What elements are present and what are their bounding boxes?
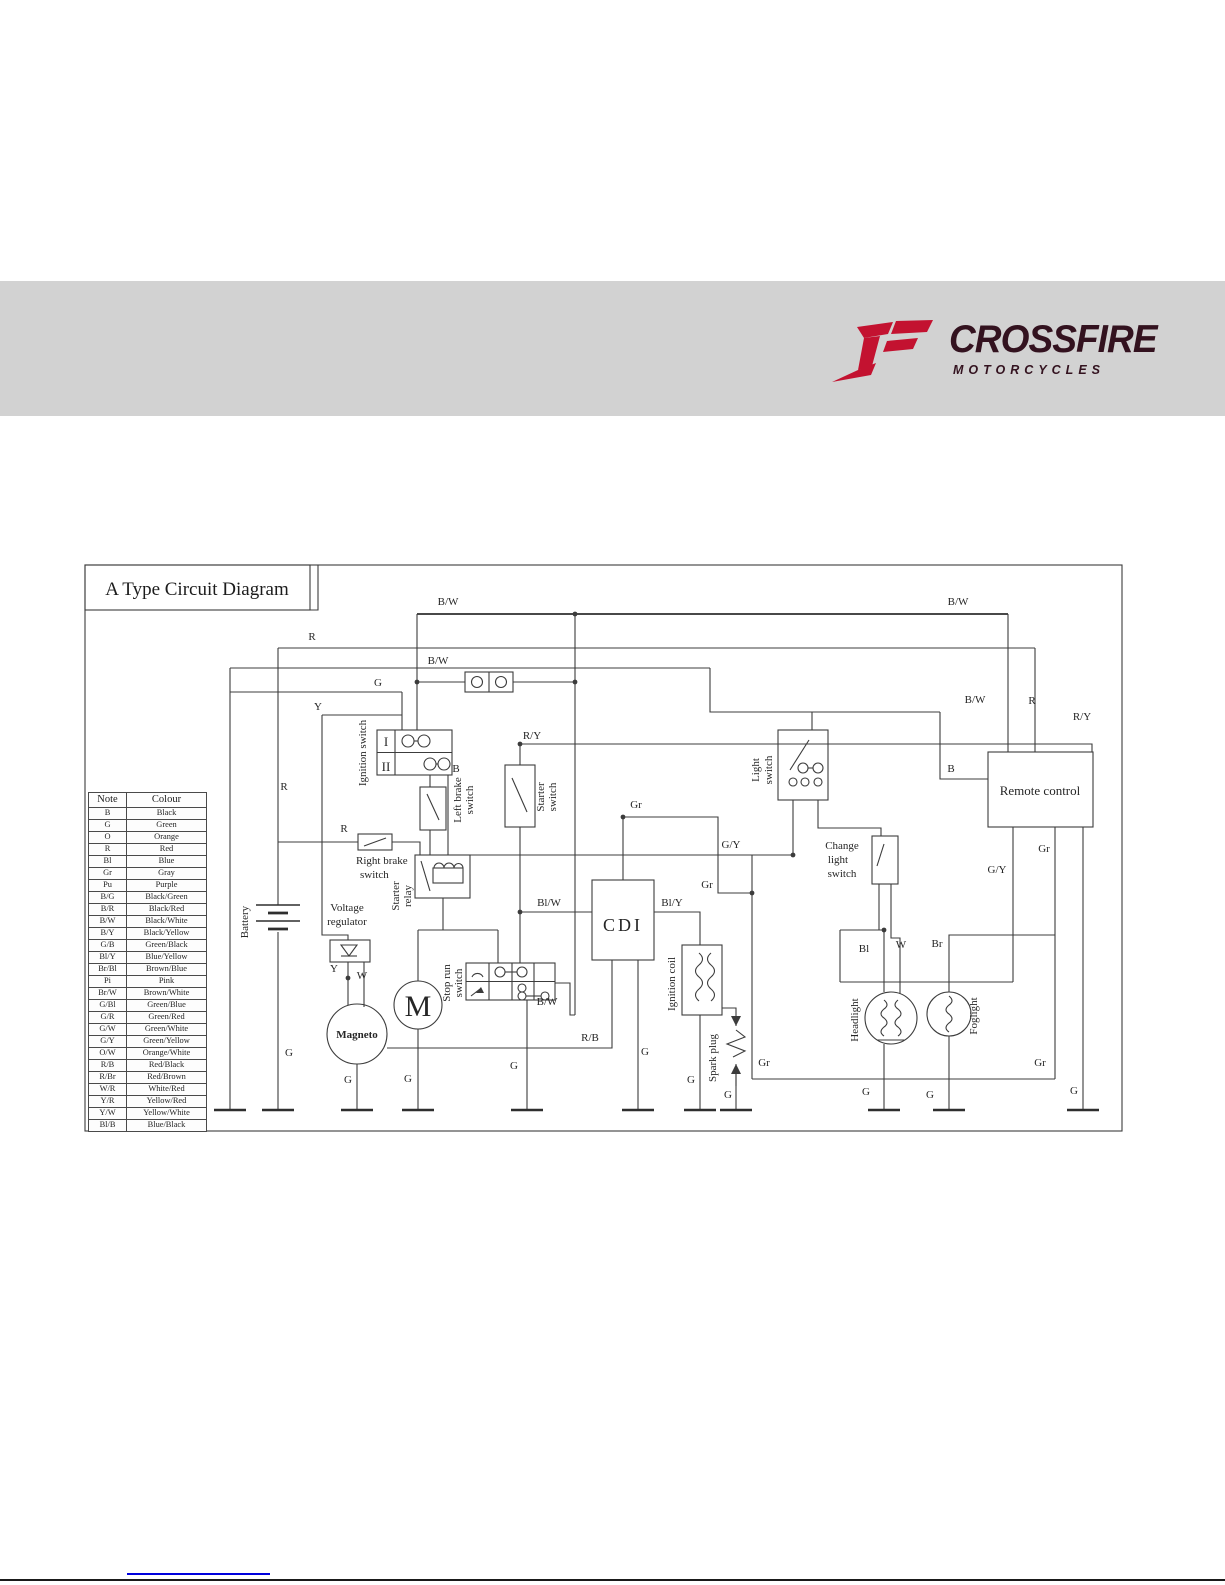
- legend-note-cell: G: [89, 820, 127, 832]
- change-light-switch-label: light: [827, 854, 849, 866]
- wire-label: Gr: [701, 879, 713, 891]
- legend-colour-cell: Red/Brown: [127, 1072, 207, 1084]
- diagram-frame: [85, 565, 1122, 1131]
- legend-row: [89, 808, 207, 820]
- legend-note-cell: Y/W: [89, 1108, 127, 1120]
- starter-switch: [505, 765, 535, 827]
- legend-row: [89, 1060, 207, 1072]
- wire-label: G: [344, 1074, 352, 1086]
- legend-colour-cell: Orange/White: [127, 1048, 207, 1060]
- legend-colour-cell: Yellow/Red: [127, 1096, 207, 1108]
- legend-note-cell: B: [89, 808, 127, 820]
- wire-label: G: [724, 1089, 732, 1101]
- magneto-label: Magneto: [336, 1029, 378, 1041]
- legend-colour-cell: Blue/Black: [127, 1120, 207, 1132]
- battery-label: Battery: [239, 905, 251, 939]
- change-light-switch-label: switch: [827, 868, 857, 880]
- legend-row: [89, 928, 207, 940]
- legend-colour-cell: Red: [127, 844, 207, 856]
- legend-row: [89, 1000, 207, 1012]
- legend-row: [89, 1048, 207, 1060]
- wire-label: Br: [931, 938, 943, 950]
- wire-label: B/W: [437, 596, 459, 608]
- light-switch-label: switch: [763, 755, 775, 785]
- legend-note-cell: R: [89, 844, 127, 856]
- link-underline[interactable]: [127, 1573, 270, 1575]
- wire-label: B/W: [536, 996, 558, 1008]
- legend-row: [89, 844, 207, 856]
- left-brake-switch-label: switch: [464, 785, 476, 815]
- motor-label: M: [404, 990, 432, 1023]
- wire-label: Gr: [1034, 1057, 1046, 1069]
- ignition-position-2: II: [381, 759, 391, 774]
- wire-label: G: [926, 1089, 934, 1101]
- starter-relay: [415, 855, 470, 898]
- legend-colour-cell: Gray: [127, 868, 207, 880]
- legend-row: [89, 880, 207, 892]
- legend-row: [89, 1012, 207, 1024]
- wire-label: Gr: [1038, 843, 1050, 855]
- legend-colour-cell: White/Red: [127, 1084, 207, 1096]
- wire-label: B/W: [947, 596, 969, 608]
- legend-note-cell: Br/W: [89, 988, 127, 1000]
- headlight-label: Headlight: [849, 998, 861, 1042]
- legend-header-colour: Colour: [127, 793, 207, 808]
- legend-colour-cell: Black/Yellow: [127, 928, 207, 940]
- wire-label: G: [641, 1046, 649, 1058]
- ignition-coil-label: Ignition coil: [666, 956, 678, 1012]
- legend-row: [89, 1072, 207, 1084]
- legend-colour-cell: Green/Black: [127, 940, 207, 952]
- wire-label: Gr: [630, 799, 642, 811]
- right-brake-switch-label: Right brake: [356, 855, 408, 867]
- legend-row: [89, 820, 207, 832]
- legend-colour-cell: Blue/Yellow: [127, 952, 207, 964]
- wire-label: R: [1028, 695, 1036, 707]
- legend-note-cell: R/B: [89, 1060, 127, 1072]
- wire-label: Bl/W: [537, 897, 561, 909]
- legend-row: [89, 988, 207, 1000]
- wire-label: R/B: [581, 1032, 599, 1044]
- left-brake-switch-label: Left brake: [452, 777, 464, 823]
- legend-row: [89, 892, 207, 904]
- legend-colour-cell: Green/Yellow: [127, 1036, 207, 1048]
- legend-header-row: [89, 793, 207, 808]
- legend-note-cell: O: [89, 832, 127, 844]
- wire-label: B/W: [964, 694, 986, 706]
- stop-run-switch-label: Stop run: [441, 964, 453, 1002]
- legend-row: [89, 1120, 207, 1132]
- legend-note-cell: Bl: [89, 856, 127, 868]
- legend-note-cell: Pi: [89, 976, 127, 988]
- light-switch: [778, 730, 828, 800]
- legend-row: [89, 904, 207, 916]
- legend-note-cell: B/R: [89, 904, 127, 916]
- legend-note-cell: Y/R: [89, 1096, 127, 1108]
- legend-colour-cell: Brown/White: [127, 988, 207, 1000]
- wire-label: G: [285, 1047, 293, 1059]
- ignition-coil: [682, 945, 722, 1015]
- wire-label: R: [340, 823, 348, 835]
- legend-note-cell: G/Bl: [89, 1000, 127, 1012]
- legend-row: [89, 1024, 207, 1036]
- legend-note-cell: B/G: [89, 892, 127, 904]
- fuse-symbol: [465, 672, 513, 692]
- page-bottom-rule: [0, 1579, 1225, 1581]
- legend-colour-cell: Green/Blue: [127, 1000, 207, 1012]
- wire-label: G: [1070, 1085, 1078, 1097]
- legend-note-cell: B/W: [89, 916, 127, 928]
- wire-label: G/Y: [721, 839, 741, 851]
- right-brake-switch: [358, 834, 392, 850]
- wire-label: R/Y: [522, 730, 542, 742]
- wire-label: Y: [330, 963, 338, 975]
- wire-label: Bl/Y: [661, 897, 683, 909]
- wire-label: R/Y: [1072, 711, 1092, 723]
- legend-row: [89, 868, 207, 880]
- wire-label: B: [947, 763, 955, 775]
- wire-label: G/Y: [987, 864, 1007, 876]
- legend-colour-cell: Black/Green: [127, 892, 207, 904]
- starter-switch-label: switch: [547, 782, 559, 812]
- legend-colour-cell: Blue: [127, 856, 207, 868]
- legend-row: [89, 916, 207, 928]
- legend-colour-cell: Black/White: [127, 916, 207, 928]
- change-light-switch-label: Change: [825, 840, 859, 852]
- cdi-label: CDI: [603, 915, 643, 935]
- wire-label: R: [308, 631, 316, 643]
- legend-colour-cell: Green: [127, 820, 207, 832]
- legend-note-cell: W/R: [89, 1084, 127, 1096]
- legend-note-cell: Pu: [89, 880, 127, 892]
- legend-row: [89, 1084, 207, 1096]
- diagram-title: A Type Circuit Diagram: [105, 579, 289, 600]
- voltage-regulator-label: Voltage: [330, 902, 364, 914]
- right-brake-switch-label: switch: [360, 869, 389, 881]
- light-switch-label: Light: [750, 758, 762, 782]
- wire-label: R: [280, 781, 288, 793]
- wire-label: Bl: [858, 943, 870, 955]
- wire-label: G: [862, 1086, 870, 1098]
- legend-colour-cell: Red/Black: [127, 1060, 207, 1072]
- wire-label: G: [404, 1073, 412, 1085]
- wire-label: B/W: [427, 655, 449, 667]
- legend-note-cell: Br/Bl: [89, 964, 127, 976]
- legend-row: [89, 964, 207, 976]
- legend-colour-cell: Green/White: [127, 1024, 207, 1036]
- starter-switch-label: Starter: [535, 782, 547, 812]
- foglight-label: Foglight: [968, 997, 980, 1035]
- legend-note-cell: Bl/B: [89, 1120, 127, 1132]
- wire-label: G: [374, 677, 382, 689]
- remote-control-label: Remote control: [999, 783, 1081, 798]
- legend-row: [89, 856, 207, 868]
- brand-name: CROSSFIRE: [949, 318, 1157, 361]
- legend-colour-cell: Purple: [127, 880, 207, 892]
- legend-colour-cell: Green/Red: [127, 1012, 207, 1024]
- starter-relay-label: Starter: [390, 881, 402, 911]
- legend-row: [89, 976, 207, 988]
- legend-note-cell: O/W: [89, 1048, 127, 1060]
- legend-colour-cell: Pink: [127, 976, 207, 988]
- wire-label: Gr: [758, 1057, 770, 1069]
- voltage-regulator: [330, 940, 370, 962]
- legend-note-cell: B/Y: [89, 928, 127, 940]
- brand-subtitle: MOTORCYCLES: [953, 363, 1105, 377]
- legend-row: [89, 1108, 207, 1120]
- legend-row: [89, 940, 207, 952]
- legend-note-cell: R/Br: [89, 1072, 127, 1084]
- legend-note-cell: G/R: [89, 1012, 127, 1024]
- wire-label: W: [895, 939, 907, 951]
- legend-note-cell: Bl/Y: [89, 952, 127, 964]
- left-brake-switch: [420, 787, 446, 830]
- headlight-symbol: [865, 992, 917, 1044]
- foglight-symbol: [927, 992, 971, 1036]
- wire-label: W: [356, 970, 368, 982]
- starter-relay-label: relay: [402, 885, 414, 907]
- wire-label: Y: [314, 701, 322, 713]
- legend-colour-cell: Black/Red: [127, 904, 207, 916]
- stop-run-switch: [466, 963, 555, 1000]
- ignition-switch-label: Ignition switch: [357, 719, 369, 787]
- wire-label: G: [510, 1060, 518, 1072]
- legend-note-cell: G/Y: [89, 1036, 127, 1048]
- legend-colour-cell: Orange: [127, 832, 207, 844]
- wire-label: G: [687, 1074, 695, 1086]
- battery-symbol: [256, 905, 300, 929]
- legend-note-cell: G/B: [89, 940, 127, 952]
- legend-note-cell: G/W: [89, 1024, 127, 1036]
- legend-row: [89, 1036, 207, 1048]
- wire-label: B: [452, 763, 460, 775]
- legend-row: [89, 832, 207, 844]
- ignition-position-1: I: [383, 734, 389, 749]
- legend-table: [88, 792, 207, 1132]
- legend-row: [89, 952, 207, 964]
- change-light-switch: [872, 836, 898, 884]
- legend-colour-cell: Brown/Blue: [127, 964, 207, 976]
- spark-plug: [727, 1016, 745, 1086]
- legend-note-cell: Gr: [89, 868, 127, 880]
- voltage-regulator-label: regulator: [327, 916, 367, 928]
- legend-header-note: Note: [89, 793, 127, 808]
- spark-plug-label: Spark plug: [707, 1034, 719, 1082]
- stop-run-switch-label: switch: [453, 968, 465, 998]
- legend-colour-cell: Black: [127, 808, 207, 820]
- legend-colour-cell: Yellow/White: [127, 1108, 207, 1120]
- legend-row: [89, 1096, 207, 1108]
